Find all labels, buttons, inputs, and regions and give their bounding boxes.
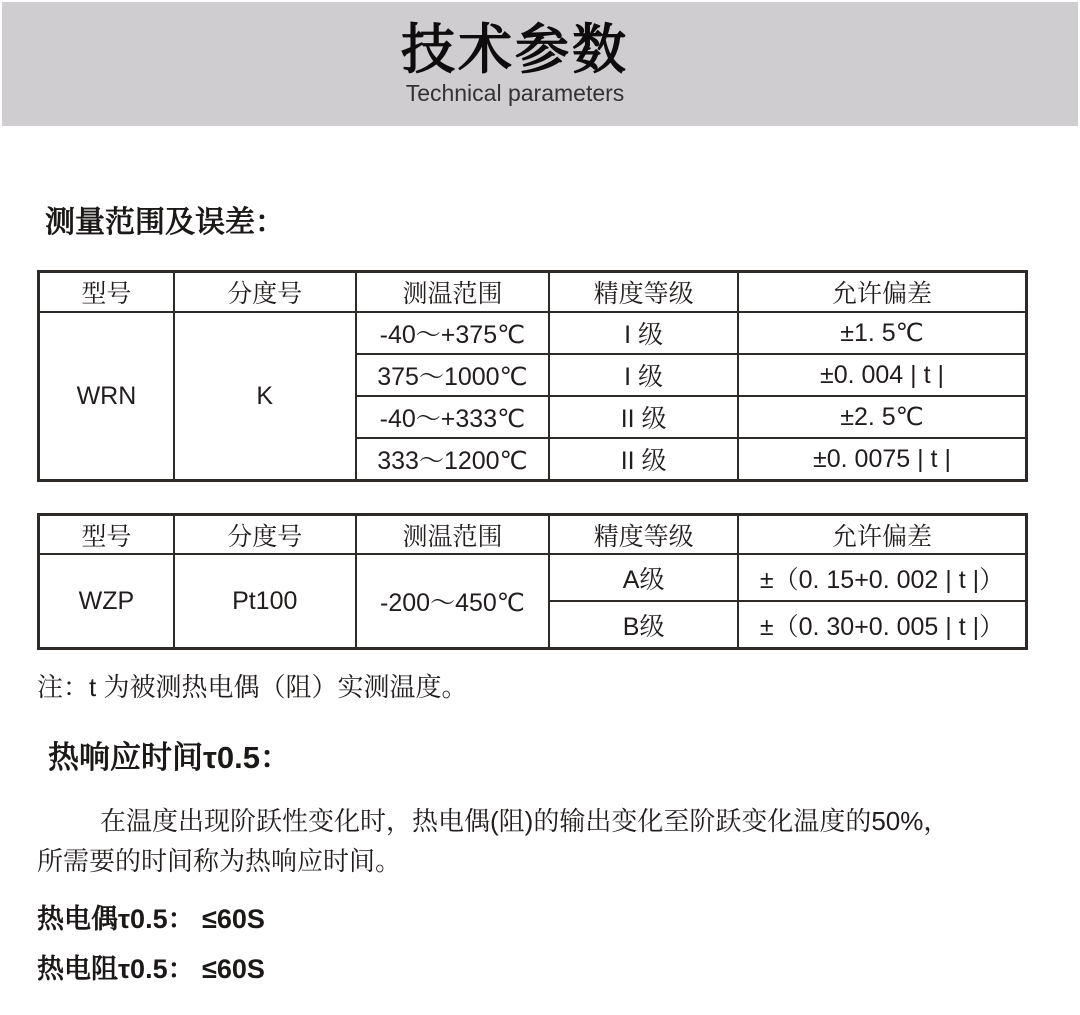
- response-time-heading: 热响应时间τ0.5：: [48, 740, 291, 775]
- cell-deviation: ±（0. 15+0. 002 | t |）: [738, 554, 1027, 601]
- cell-grade: I 级: [549, 354, 738, 396]
- thermocouple-response-value: 热电偶τ0.5： ≤60S: [37, 904, 265, 934]
- page-title: 技术参数: [401, 19, 629, 80]
- page-subtitle: Technical parameters: [405, 80, 625, 107]
- table-row: [39, 554, 1027, 601]
- rtd-response-value: 热电阻τ0.5： ≤60S: [37, 954, 265, 984]
- cell-temp-range: 375～1000℃: [356, 354, 550, 396]
- header-accuracy-grade: 精度等级: [549, 272, 738, 313]
- cell-grade: II 级: [549, 438, 738, 481]
- header-accuracy-grade: 精度等级: [549, 515, 738, 555]
- cell-temp-range: -200～450℃: [356, 554, 550, 649]
- measure-range-heading: 测量范围及误差：: [45, 206, 285, 239]
- table-footnote: 注：t 为被测热电偶（阻）实测温度。: [37, 672, 468, 702]
- header-allowed-deviation: 允许偏差: [738, 272, 1027, 313]
- cell-model: WRN: [39, 312, 174, 481]
- cell-deviation: ±2. 5℃: [738, 396, 1027, 438]
- table-header-row: [39, 515, 1027, 555]
- cell-index-code: K: [174, 312, 356, 481]
- cell-temp-range: 333～1200℃: [356, 438, 550, 481]
- header-banner-inner: [401, 21, 629, 107]
- cell-index-code: Pt100: [174, 554, 356, 649]
- content-area: [0, 205, 1080, 985]
- response-time-paragraph: [37, 801, 1043, 881]
- header-index-code: 分度号: [174, 515, 356, 555]
- paragraph-line: 所需要的时间称为热响应时间。: [37, 846, 402, 876]
- header-model: 型号: [39, 272, 174, 313]
- cell-deviation: ±0. 0075 | t |: [738, 438, 1027, 481]
- header-banner: [2, 2, 1078, 126]
- cell-deviation: ±0. 004 | t |: [738, 354, 1027, 396]
- header-temp-range: 测温范围: [356, 515, 550, 555]
- paragraph-line: 在温度出现阶跃性变化时，热电偶(阻)的输出变化至阶跃变化温度的50%，: [100, 806, 950, 836]
- cell-grade: I 级: [549, 312, 738, 354]
- header-index-code: 分度号: [174, 272, 356, 313]
- table-row: [39, 312, 1027, 354]
- cell-deviation: ±（0. 30+0. 005 | t |）: [738, 601, 1027, 649]
- header-temp-range: 测温范围: [356, 272, 550, 313]
- header-allowed-deviation: 允许偏差: [738, 515, 1027, 555]
- table-header-row: [39, 272, 1027, 313]
- cell-grade: B级: [549, 601, 738, 649]
- header-model: 型号: [39, 515, 174, 555]
- cell-grade: A级: [549, 554, 738, 601]
- cell-deviation: ±1. 5℃: [738, 312, 1027, 354]
- cell-grade: II 级: [549, 396, 738, 438]
- cell-temp-range: -40～+375℃: [356, 312, 550, 354]
- thermocouple-spec-table: [37, 270, 1028, 482]
- rtd-spec-table: [37, 513, 1028, 650]
- cell-temp-range: -40～+333℃: [356, 396, 550, 438]
- cell-model: WZP: [39, 554, 174, 649]
